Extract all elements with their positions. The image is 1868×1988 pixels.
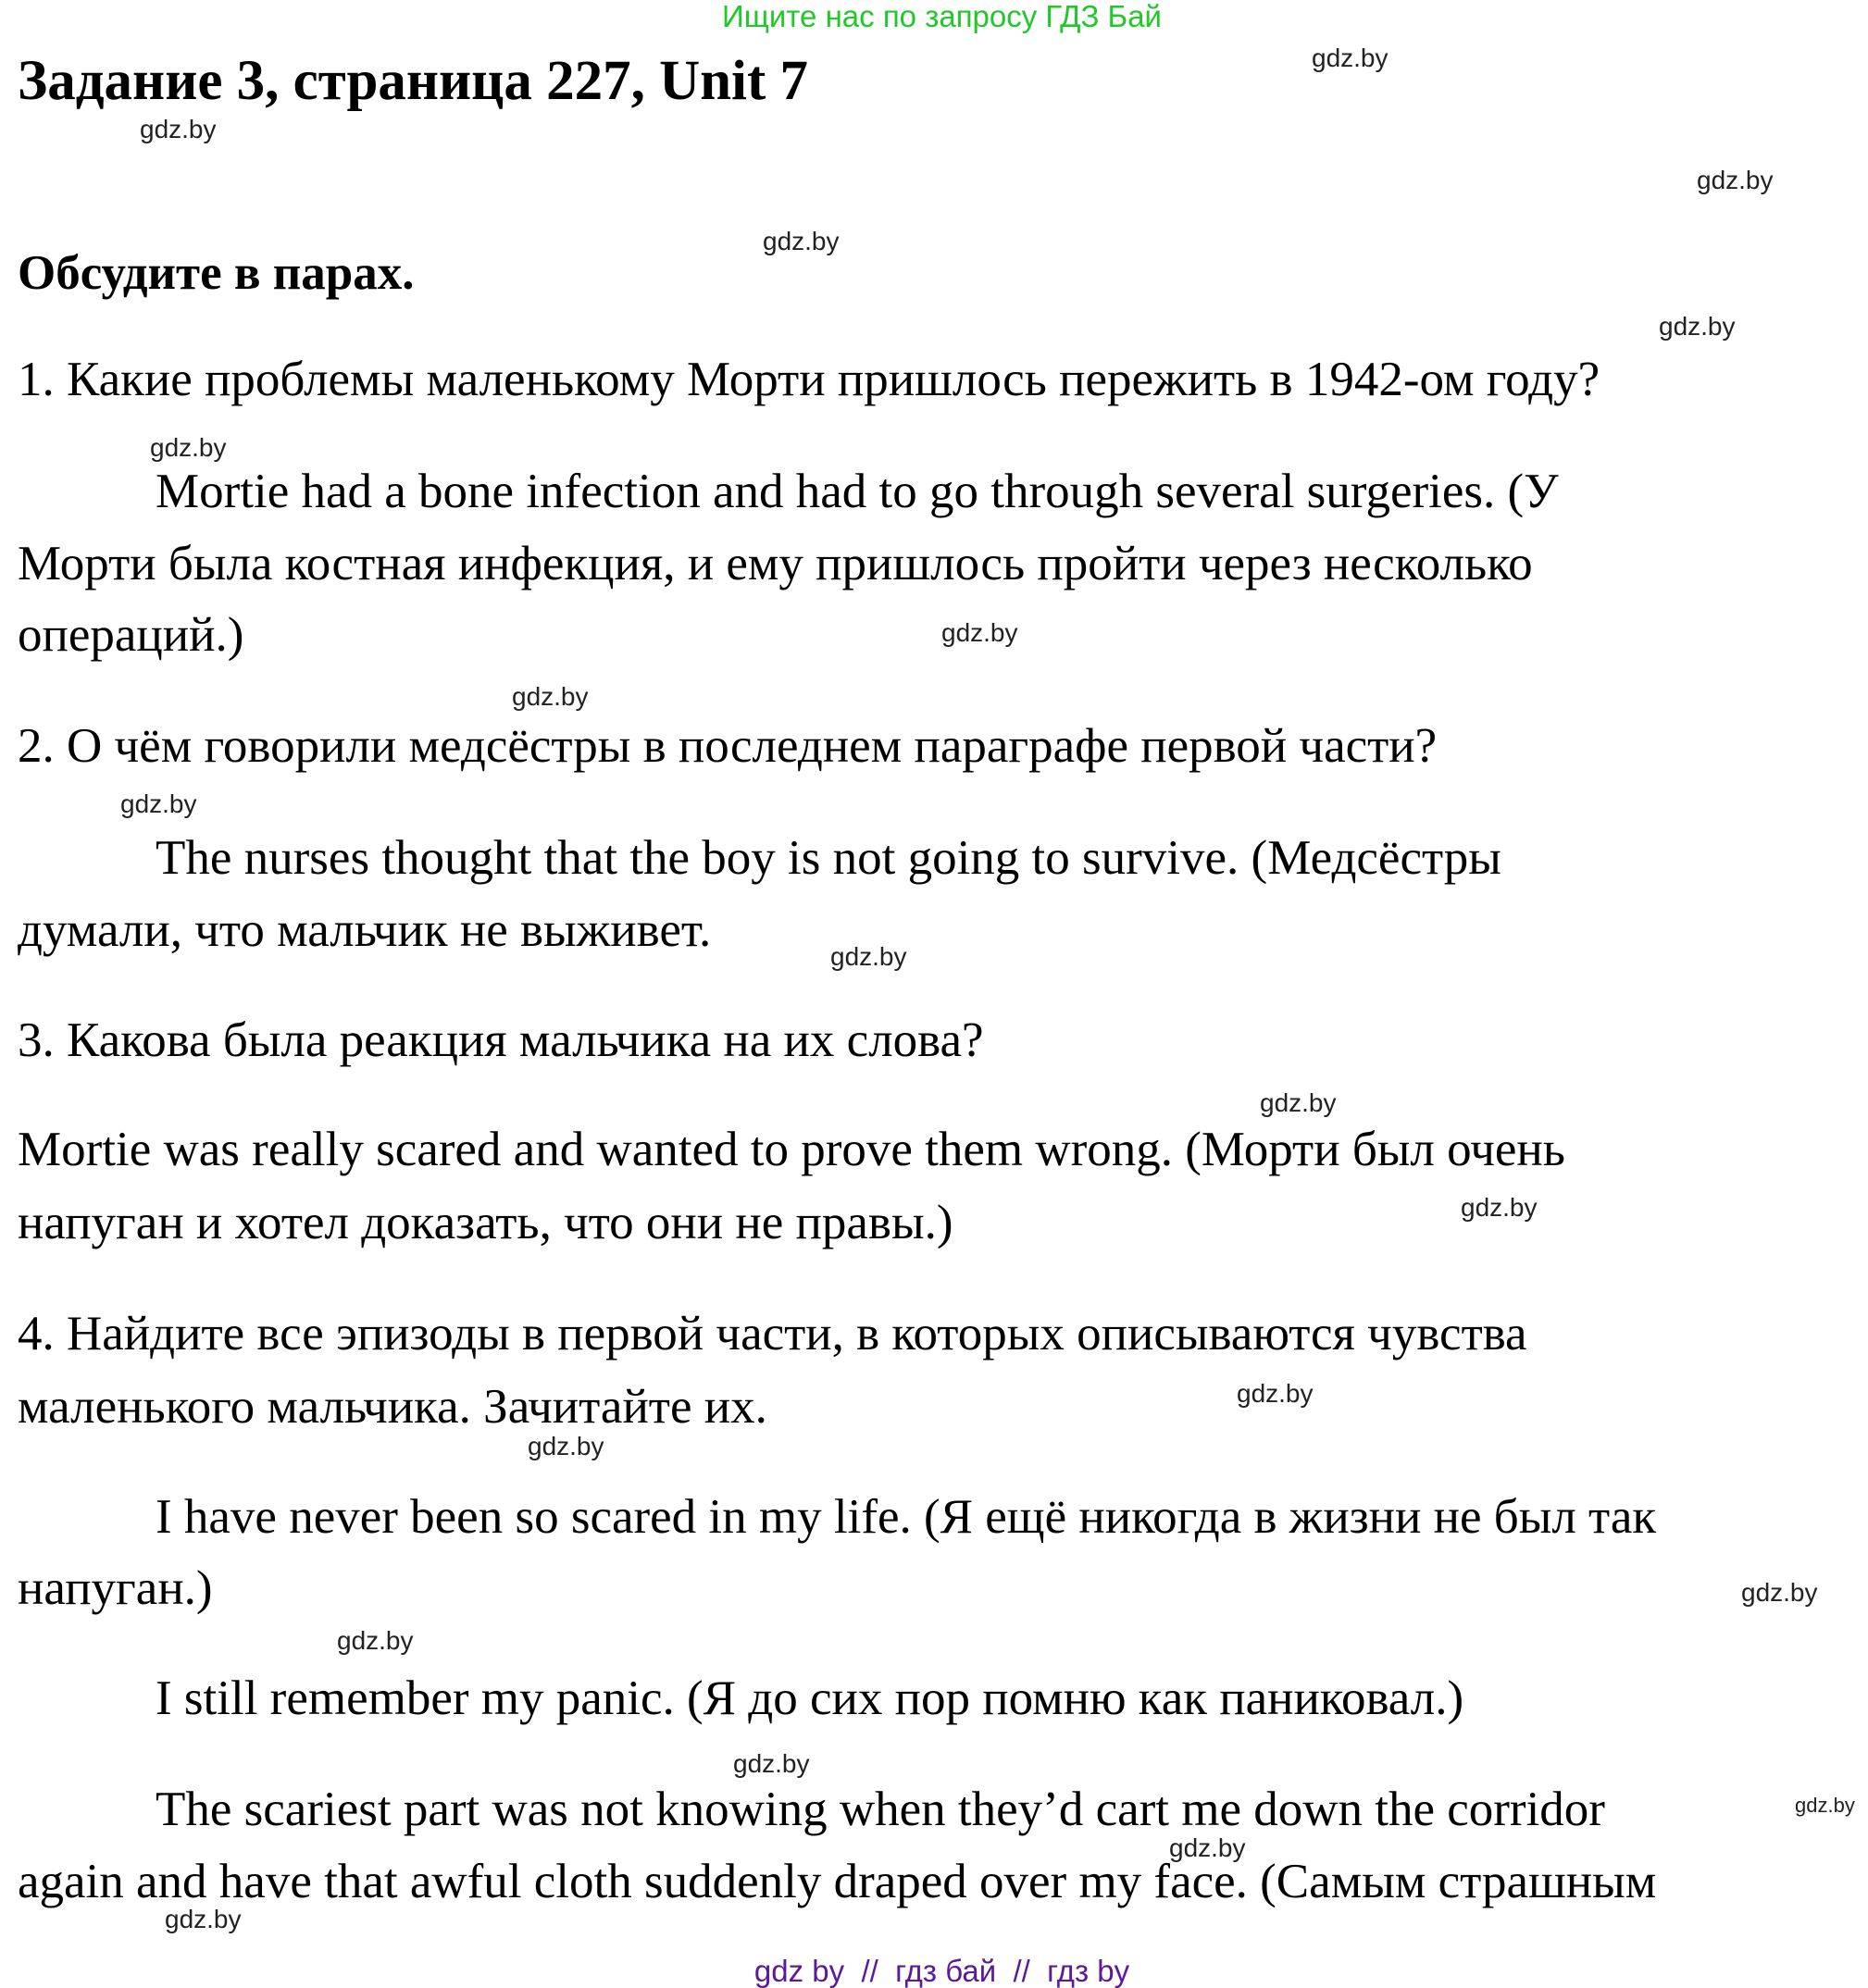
watermark: gdz.by xyxy=(150,433,227,462)
watermark: gdz.by xyxy=(165,1905,242,1933)
watermark: gdz.by xyxy=(337,1626,414,1655)
watermark: gdz.by xyxy=(1795,1794,1855,1817)
answer-4-line: напуган.) xyxy=(18,1561,213,1615)
watermark: gdz.by xyxy=(1260,1088,1337,1117)
watermark: gdz.by xyxy=(1237,1379,1314,1408)
answer-1-line: Mortie had a bone infection and had to go through several surgeries. (У xyxy=(156,465,1559,518)
question-4: маленького мальчика. Зачитайте их. xyxy=(18,1380,767,1434)
question-4: 4. Найдите все эпизоды в первой части, в которых описываются чувства xyxy=(18,1307,1527,1361)
watermark: gdz.by xyxy=(1741,1578,1818,1607)
question-1: 1. Какие проблемы маленькому Морти пришлось пережить в 1942-ом году? xyxy=(18,353,1600,406)
answer-4-line: I still remember my panic. (Я до сих пор помню как паниковал.) xyxy=(156,1671,1464,1725)
question-2: 2. О чём говорили медсёстры в последнем параграфе первой части? xyxy=(18,719,1438,773)
watermark: gdz.by xyxy=(830,942,907,971)
answer-3-line: Mortie was really scared and wanted to prove them wrong. (Морти был очень xyxy=(18,1123,1565,1176)
task-instruction: Обсудите в парах. xyxy=(18,246,415,300)
answer-1-line: операций.) xyxy=(18,608,244,662)
answer-4-line: I have never been so scared in my life. (Я ещё никогда в жизни не был так xyxy=(156,1490,1657,1544)
question-3: 3. Какова была реакция мальчика на их слова? xyxy=(18,1013,984,1067)
watermark: gdz.by xyxy=(1697,166,1774,194)
footer-links: gdz by // гдз бай // гдз by xyxy=(753,1954,1130,1988)
watermark: gdz.by xyxy=(1169,1833,1246,1862)
watermark: gdz.by xyxy=(140,115,217,143)
answer-3-line: напуган и хотел доказать, что они не правы.) xyxy=(18,1196,953,1249)
search-banner: Ищите нас по запросу ГДЗ Бай xyxy=(722,0,1162,33)
watermark: gdz.by xyxy=(763,227,840,255)
answer-1-line: Морти была костная инфекция, и ему пришлось пройти через несколько xyxy=(18,537,1533,590)
watermark: gdz.by xyxy=(512,682,589,711)
answer-4-line: The scariest part was not knowing when they’d cart me down the corridor xyxy=(156,1783,1605,1836)
watermark: gdz.by xyxy=(733,1749,810,1778)
answer-2-line: The nurses thought that the boy is not going to survive. (Медсёстры xyxy=(156,831,1501,885)
watermark: gdz.by xyxy=(120,789,197,818)
watermark: gdz.by xyxy=(528,1432,604,1460)
watermark: gdz.by xyxy=(941,618,1018,647)
watermark: gdz.by xyxy=(1461,1193,1538,1222)
page-title: Задание 3, страница 227, Unit 7 xyxy=(18,50,809,112)
watermark: gdz.by xyxy=(1659,312,1736,341)
answer-4-line: again and have that awful cloth suddenly draped over my face. (Самым страшным xyxy=(18,1855,1657,1908)
answer-2-line: думали, что мальчик не выживет. xyxy=(18,903,712,957)
watermark: gdz.by xyxy=(1312,43,1389,72)
